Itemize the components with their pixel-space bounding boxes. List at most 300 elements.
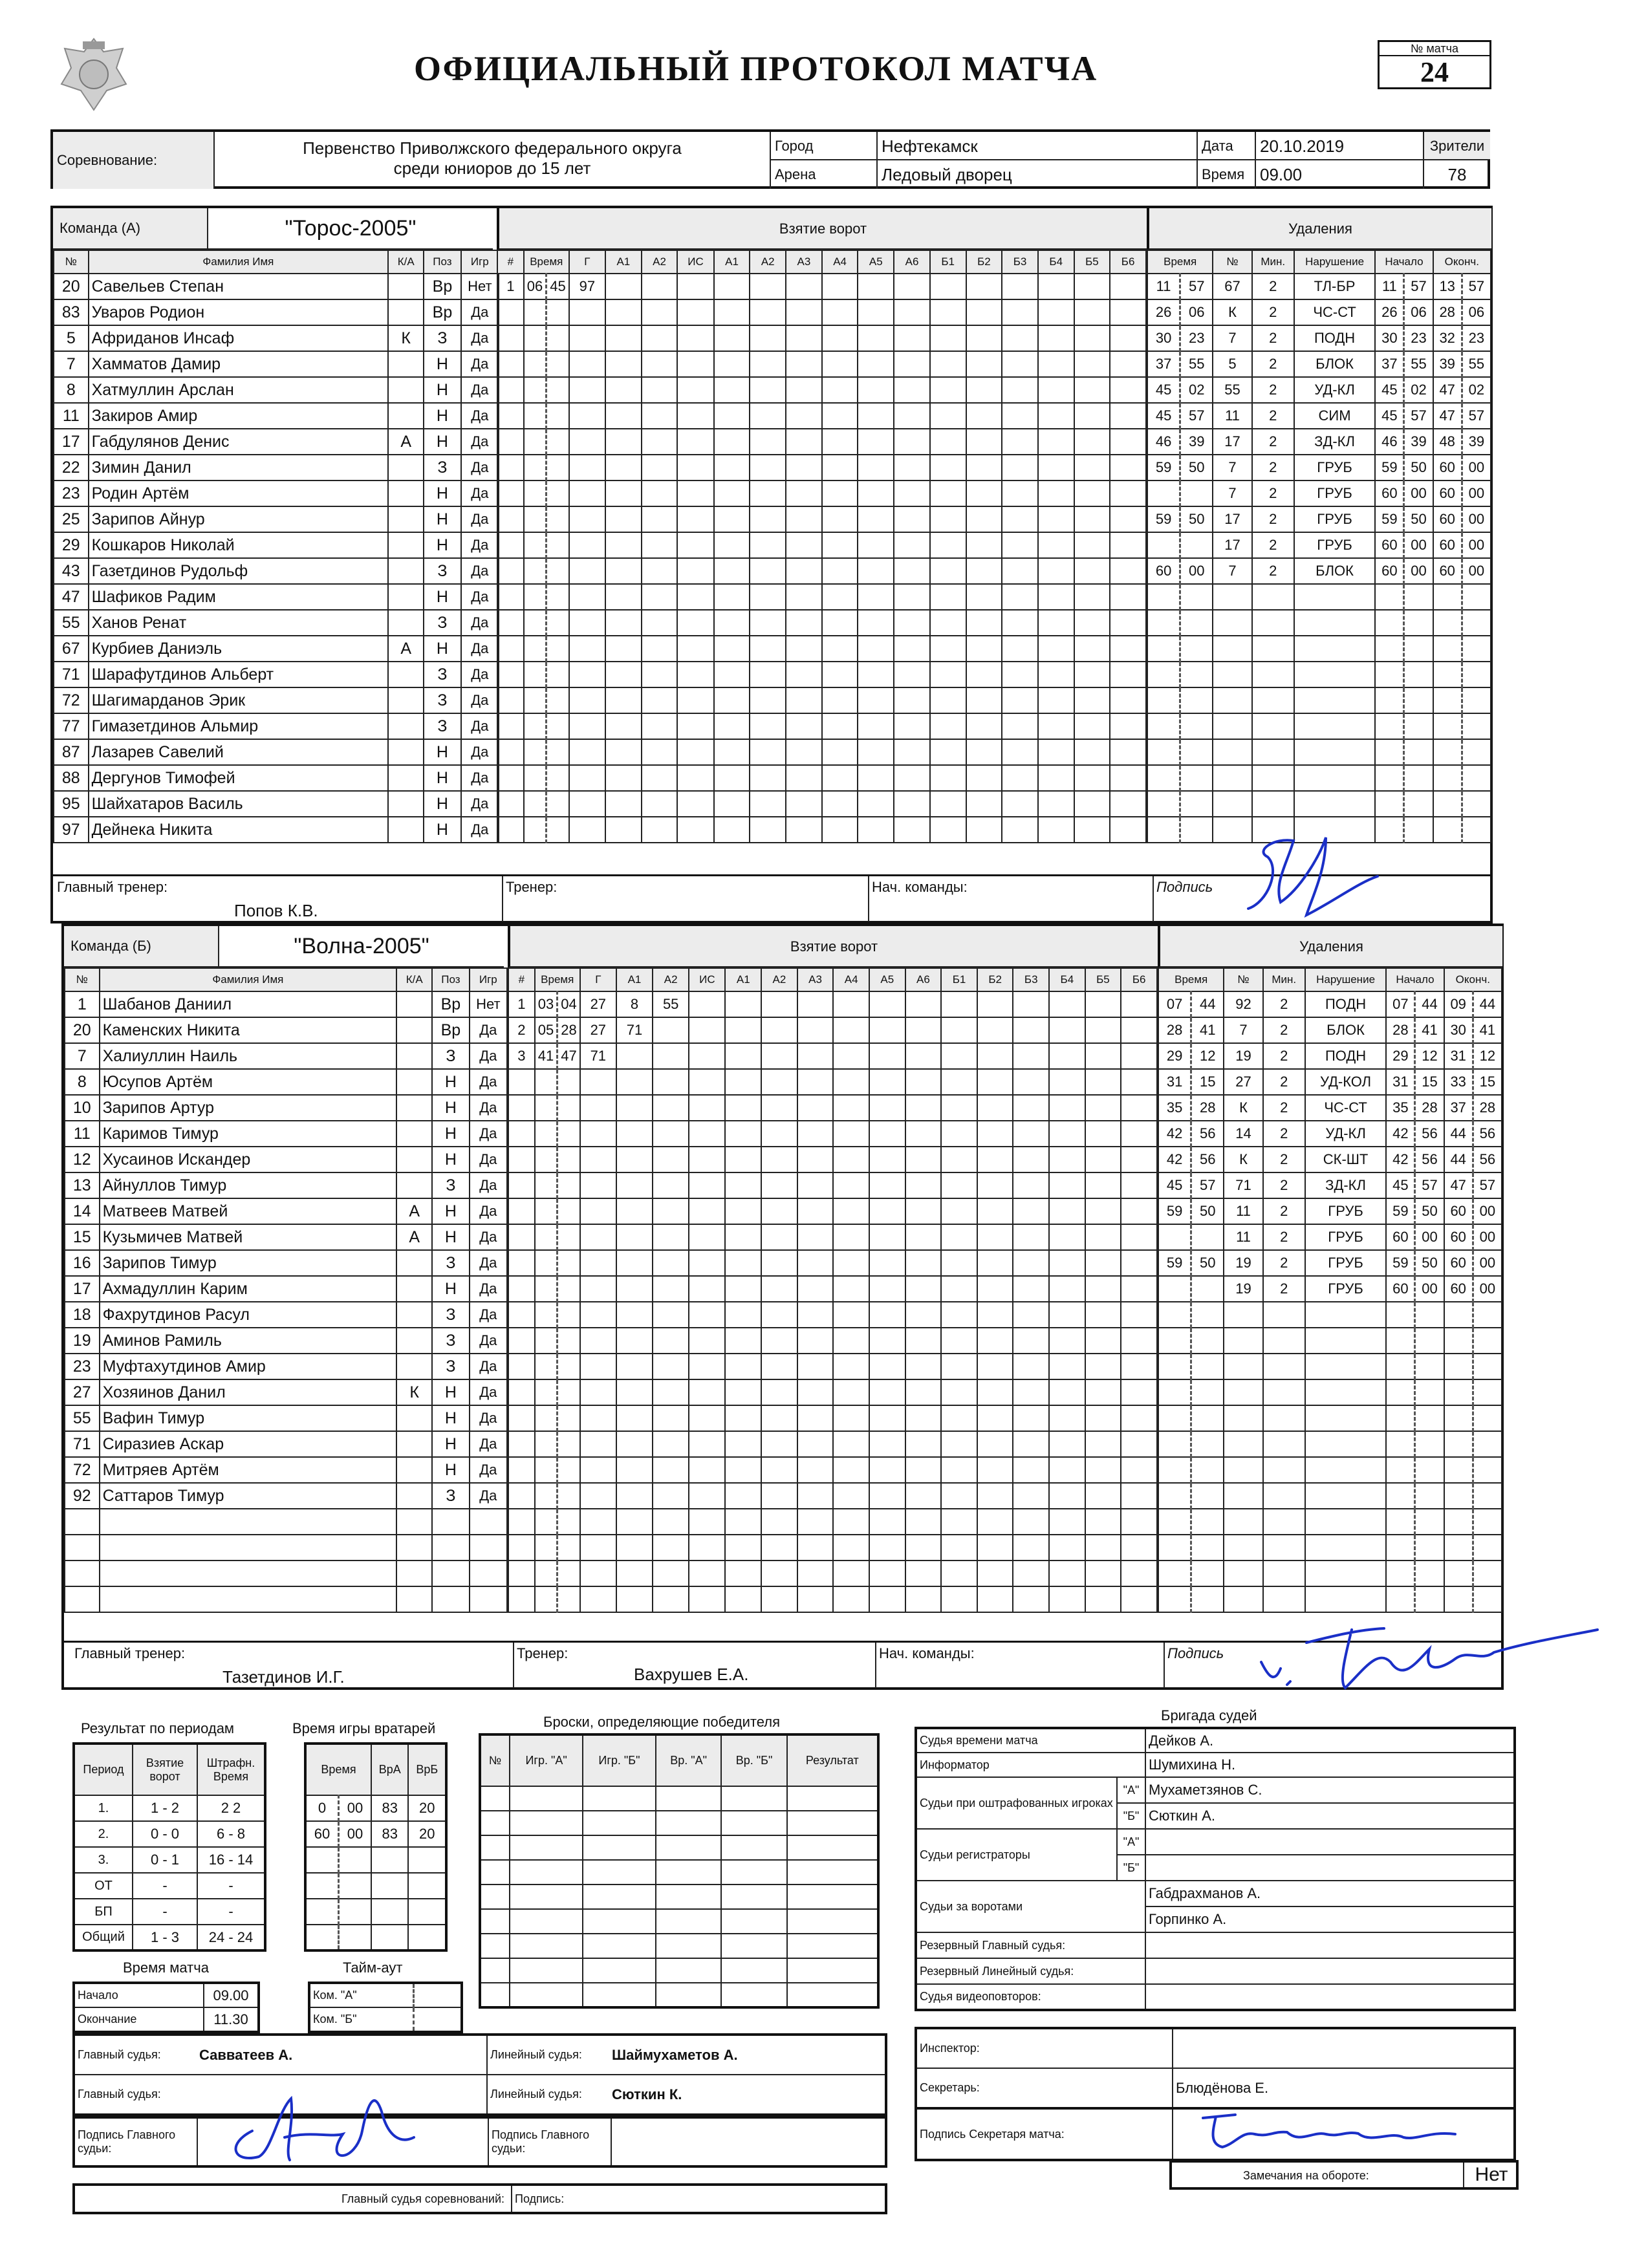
goal-onice-cell bbox=[966, 377, 1002, 403]
player-role bbox=[388, 791, 424, 817]
pen-col-time: Время bbox=[1147, 250, 1213, 274]
player-number: 19 bbox=[65, 1328, 100, 1354]
player-played: Да bbox=[470, 1354, 507, 1379]
goal-onice-cell bbox=[797, 1121, 834, 1147]
goal-situation bbox=[677, 636, 713, 662]
goal-onice-cell bbox=[1110, 299, 1146, 325]
goal-number bbox=[497, 299, 524, 325]
goal-onice-cell bbox=[869, 1509, 905, 1535]
goal-onice-cell bbox=[1085, 1121, 1121, 1147]
goal-onice-cell bbox=[725, 1043, 761, 1069]
col-pos: Поз bbox=[424, 250, 460, 274]
pen-minute: 35 bbox=[1158, 1095, 1191, 1121]
player-row bbox=[65, 991, 507, 1017]
player-name: Фахрутдинов Расул bbox=[100, 1302, 397, 1328]
goal-situation bbox=[677, 558, 713, 584]
goal-onice-cell bbox=[1110, 325, 1146, 351]
timeout-b-label: Ком. "Б" bbox=[309, 2007, 414, 2032]
player-name: Юсупов Артём bbox=[100, 1069, 397, 1095]
pen-second: 50 bbox=[1180, 455, 1213, 481]
penalty-row bbox=[1158, 1535, 1502, 1561]
pen-end-second: 56 bbox=[1473, 1147, 1502, 1172]
player-number: 15 bbox=[65, 1224, 100, 1250]
goal-onice-cell bbox=[833, 991, 869, 1017]
goal-onice-cell bbox=[941, 1147, 977, 1172]
goal-onice-cell bbox=[761, 1586, 797, 1612]
goal-row bbox=[508, 1043, 1157, 1069]
goal-onice-cell bbox=[966, 403, 1002, 429]
goal-onice-cell bbox=[905, 1509, 942, 1535]
goal-onice-cell bbox=[797, 1224, 834, 1250]
goal-assist-1 bbox=[616, 1561, 653, 1586]
player-name: Аминов Рамиль bbox=[100, 1328, 397, 1354]
goal-onice-cell bbox=[941, 1405, 977, 1431]
goal-onice-cell bbox=[966, 299, 1002, 325]
goal-situation bbox=[689, 1250, 725, 1276]
pen-second bbox=[1191, 1302, 1224, 1328]
pen-minute bbox=[1158, 1302, 1191, 1328]
player-number bbox=[65, 1509, 100, 1535]
pen-minutes bbox=[1263, 1586, 1305, 1612]
goal-col-time: Время bbox=[524, 250, 569, 274]
goal-scorer bbox=[580, 1586, 616, 1612]
player-position: Н bbox=[432, 1121, 469, 1147]
goal-onice-cell bbox=[761, 1147, 797, 1172]
goal-onice-cell bbox=[1002, 274, 1038, 299]
player-row bbox=[65, 1561, 507, 1586]
goal-second bbox=[547, 636, 569, 662]
pen-end-minute: 60 bbox=[1433, 532, 1462, 558]
goal-row bbox=[508, 1121, 1157, 1147]
goal-number bbox=[497, 481, 524, 506]
goal-onice-cell bbox=[714, 765, 750, 791]
goal-onice-cell bbox=[1121, 1224, 1157, 1250]
pen-start-minute bbox=[1386, 1457, 1415, 1483]
goal-scorer bbox=[580, 1483, 616, 1509]
goal-second bbox=[558, 1586, 580, 1612]
pen-col-time: Время bbox=[1158, 968, 1224, 991]
pen-start-minute bbox=[1375, 662, 1404, 687]
goal-second bbox=[558, 1172, 580, 1198]
goal-onice-cell bbox=[833, 1017, 869, 1043]
pen-minutes: 2 bbox=[1263, 1224, 1305, 1250]
pen-violation bbox=[1305, 1302, 1386, 1328]
goal-onice-cell bbox=[1038, 299, 1074, 325]
player-played: Да bbox=[470, 1147, 507, 1172]
goal-row bbox=[497, 558, 1146, 584]
shootout-row bbox=[480, 1983, 878, 2007]
goal-onice-cell bbox=[1049, 1354, 1085, 1379]
goal-onice-cell bbox=[761, 1302, 797, 1328]
player-role bbox=[396, 1586, 432, 1612]
goal-onice-cell bbox=[941, 1172, 977, 1198]
goal-assist-2 bbox=[642, 610, 678, 636]
goal-onice-cell bbox=[1013, 1224, 1049, 1250]
player-role bbox=[388, 687, 424, 713]
pen-minutes bbox=[1252, 584, 1294, 610]
goal-onice-cell bbox=[822, 636, 858, 662]
goalie-second bbox=[339, 1925, 372, 1950]
goal-col-g: Г bbox=[580, 968, 616, 991]
goal-onice-cell bbox=[894, 429, 930, 455]
col-ka: К/А bbox=[388, 250, 424, 274]
goal-onice-cell bbox=[1049, 1017, 1085, 1043]
goal-second bbox=[547, 558, 569, 584]
goalie-a bbox=[371, 1847, 408, 1873]
pen-second: 15 bbox=[1191, 1069, 1224, 1095]
pen-player: 55 bbox=[1213, 377, 1251, 403]
goal-onice-cell bbox=[1002, 558, 1038, 584]
goal-onice-cell bbox=[1002, 765, 1038, 791]
goal-onice-cell bbox=[1049, 1431, 1085, 1457]
pen-end-second bbox=[1462, 636, 1491, 662]
goal-second bbox=[558, 1121, 580, 1147]
goal-minute: 03 bbox=[535, 991, 558, 1017]
pen-col-min: Мин. bbox=[1252, 250, 1294, 274]
goal-assist-1 bbox=[605, 636, 642, 662]
penalty-row bbox=[1147, 739, 1491, 765]
player-played: Да bbox=[470, 1198, 507, 1224]
goal-number bbox=[497, 584, 524, 610]
pen-second bbox=[1191, 1354, 1224, 1379]
pen-minutes: 2 bbox=[1263, 1069, 1305, 1095]
goal-onice-cell bbox=[1085, 1276, 1121, 1302]
goal-number bbox=[508, 1431, 535, 1457]
pen-second: 56 bbox=[1191, 1147, 1224, 1172]
goal-number bbox=[497, 351, 524, 377]
goal-situation bbox=[689, 1431, 725, 1457]
pen-start-second: 41 bbox=[1415, 1017, 1444, 1043]
goal-onice-cell bbox=[833, 1069, 869, 1095]
goal-onice-cell bbox=[858, 274, 894, 299]
goal-onice-cell bbox=[930, 662, 966, 687]
goal-scorer bbox=[580, 1250, 616, 1276]
player-number: 27 bbox=[65, 1379, 100, 1405]
goal-situation bbox=[689, 1095, 725, 1121]
player-number: 5 bbox=[54, 325, 89, 351]
goal-onice-cell bbox=[786, 739, 822, 765]
goal-onice-cell bbox=[905, 1250, 942, 1276]
player-name: Дергунов Тимофей bbox=[89, 765, 389, 791]
player-position: Н bbox=[432, 1276, 469, 1302]
goal-onice-cell bbox=[797, 1069, 834, 1095]
goal-onice-cell bbox=[869, 991, 905, 1017]
goal-onice-cell bbox=[977, 1354, 1013, 1379]
shootout-cell bbox=[656, 1983, 722, 2007]
goal-onice-cell bbox=[930, 610, 966, 636]
goal-col-onice: А1 bbox=[714, 250, 750, 274]
goal-number bbox=[508, 1379, 535, 1405]
goal-row bbox=[508, 1379, 1157, 1405]
goal-onice-cell bbox=[1074, 817, 1110, 843]
goal-judge-1: Габдрахманов А. bbox=[1145, 1881, 1515, 1906]
goal-onice-cell bbox=[1013, 1276, 1049, 1302]
shootout-cell bbox=[721, 1835, 786, 1860]
goal-row bbox=[497, 765, 1146, 791]
pen-second bbox=[1180, 739, 1213, 765]
pen-player bbox=[1213, 662, 1251, 687]
goal-onice-cell bbox=[833, 1354, 869, 1379]
goal-onice-cell bbox=[714, 636, 750, 662]
goal-assist-2 bbox=[653, 1121, 689, 1147]
goal-onice-cell bbox=[1074, 532, 1110, 558]
shootout-cell bbox=[721, 1983, 786, 2007]
pen-minute: 59 bbox=[1147, 455, 1180, 481]
goal-assist-2 bbox=[642, 662, 678, 687]
goal-col-onice: Б2 bbox=[966, 250, 1002, 274]
player-name: Кошкаров Николай bbox=[89, 532, 389, 558]
pen-second bbox=[1191, 1561, 1224, 1586]
goal-onice-cell bbox=[1049, 1302, 1085, 1328]
pen-violation: ГРУБ bbox=[1305, 1224, 1386, 1250]
goal-onice-cell bbox=[869, 1198, 905, 1224]
goal-scorer bbox=[580, 1405, 616, 1431]
player-name: Сиразиев Аскар bbox=[100, 1431, 397, 1457]
goal-onice-cell bbox=[894, 532, 930, 558]
shootout-cell bbox=[480, 1958, 510, 1983]
player-name: Савельев Степан bbox=[89, 274, 389, 299]
pen-start-second bbox=[1404, 636, 1433, 662]
pen-col-end: Оконч. bbox=[1433, 250, 1491, 274]
pen-minutes: 2 bbox=[1263, 1043, 1305, 1069]
goal-situation bbox=[689, 1198, 725, 1224]
player-number: 7 bbox=[65, 1043, 100, 1069]
player-number: 8 bbox=[65, 1069, 100, 1095]
goal-second bbox=[547, 584, 569, 610]
goal-onice-cell bbox=[977, 1509, 1013, 1535]
pen-end-second: 56 bbox=[1473, 1121, 1502, 1147]
goal-minute: 41 bbox=[535, 1043, 558, 1069]
player-number: 88 bbox=[54, 765, 89, 791]
goal-onice-cell bbox=[797, 1535, 834, 1561]
shootout-cell bbox=[480, 1934, 510, 1958]
pen-end-minute: 60 bbox=[1444, 1224, 1473, 1250]
pen-start-minute: 31 bbox=[1386, 1069, 1415, 1095]
goal-onice-cell bbox=[894, 274, 930, 299]
goal-situation bbox=[677, 351, 713, 377]
pen-start-minute: 42 bbox=[1386, 1147, 1415, 1172]
player-row bbox=[54, 791, 499, 817]
goal-onice-cell bbox=[761, 1069, 797, 1095]
goal-scorer bbox=[569, 325, 605, 351]
goalie-second bbox=[339, 1873, 372, 1899]
pen-end-second: 02 bbox=[1462, 377, 1491, 403]
periods-h-period: Период bbox=[74, 1744, 133, 1795]
penalty-row bbox=[1158, 1276, 1502, 1302]
pen-player bbox=[1213, 687, 1251, 713]
goal-scorer bbox=[580, 1198, 616, 1224]
period-name: Общий bbox=[74, 1925, 133, 1950]
player-name: Зарипов Айнур bbox=[89, 506, 389, 532]
pen-second: 23 bbox=[1180, 325, 1213, 351]
pen-start-second: 50 bbox=[1404, 455, 1433, 481]
goal-onice-cell bbox=[1121, 1147, 1157, 1172]
timekeeper: Дейков А. bbox=[1145, 1728, 1515, 1753]
player-played: Нет bbox=[470, 991, 507, 1017]
player-role bbox=[396, 1095, 432, 1121]
video-judge-label: Судья видеоповторов: bbox=[916, 1984, 1145, 2010]
pen-end-second: 23 bbox=[1462, 325, 1491, 351]
shootout-cell bbox=[510, 1786, 583, 1811]
team-b-chief-label: Нач. команды: bbox=[875, 1643, 1147, 1688]
goal-onice-cell bbox=[977, 1457, 1013, 1483]
goal-assist-1 bbox=[616, 1250, 653, 1276]
shootout-cell bbox=[583, 1983, 656, 2007]
pen-player: 11 bbox=[1224, 1198, 1262, 1224]
goal-onice-cell bbox=[1074, 325, 1110, 351]
player-played: Да bbox=[461, 299, 499, 325]
player-row bbox=[54, 325, 499, 351]
goal-onice-cell bbox=[1049, 1457, 1085, 1483]
goal-number bbox=[497, 377, 524, 403]
pen-end-second: 57 bbox=[1462, 274, 1491, 299]
period-name: БП bbox=[74, 1899, 133, 1925]
period-goals: - bbox=[133, 1899, 197, 1925]
pen-player: 17 bbox=[1213, 506, 1251, 532]
goal-onice-cell bbox=[725, 1405, 761, 1431]
penalty-row bbox=[1158, 1457, 1502, 1483]
goal-onice-cell bbox=[977, 1147, 1013, 1172]
pen-second: 56 bbox=[1191, 1121, 1224, 1147]
period-goals: 1 - 2 bbox=[133, 1795, 197, 1821]
shootout-col: Вр. "Б" bbox=[721, 1734, 786, 1786]
player-position: З bbox=[432, 1354, 469, 1379]
goal-number bbox=[497, 687, 524, 713]
goal-assist-1 bbox=[616, 1198, 653, 1224]
pen-minutes bbox=[1263, 1354, 1305, 1379]
period-row bbox=[74, 1925, 265, 1950]
goal-second bbox=[558, 1379, 580, 1405]
goal-col-onice: Б6 bbox=[1110, 250, 1146, 274]
brigade-title: Бригада судей bbox=[1161, 1707, 1257, 1723]
team-b-header bbox=[64, 926, 504, 967]
goal-minute bbox=[524, 739, 547, 765]
pen-minutes bbox=[1252, 662, 1294, 687]
goal-second bbox=[547, 325, 569, 351]
team-a-head-coach: Попов К.В. bbox=[234, 901, 318, 920]
goal-second bbox=[558, 1224, 580, 1250]
goal-onice-cell bbox=[797, 1483, 834, 1509]
player-played: Да bbox=[461, 403, 499, 429]
player-row bbox=[54, 584, 499, 610]
shootout-cell bbox=[721, 1786, 786, 1811]
goalies-h-time: Время bbox=[305, 1744, 371, 1795]
player-role bbox=[388, 351, 424, 377]
goal-onice-cell bbox=[869, 1431, 905, 1457]
goal-onice-cell bbox=[761, 1535, 797, 1561]
goal-onice-cell bbox=[858, 687, 894, 713]
secretary-label: Секретарь: bbox=[916, 2068, 1173, 2108]
penalty-row bbox=[1158, 1431, 1502, 1457]
goal-onice-cell bbox=[1013, 1328, 1049, 1354]
goal-onice-cell bbox=[750, 299, 786, 325]
pen-violation bbox=[1305, 1457, 1386, 1483]
team-a-penalties bbox=[1147, 250, 1491, 843]
pen-end-minute: 37 bbox=[1444, 1095, 1473, 1121]
goal-assist-2 bbox=[642, 351, 678, 377]
pen-end-second: 00 bbox=[1473, 1250, 1502, 1276]
player-position: Вр bbox=[424, 274, 460, 299]
player-name bbox=[100, 1509, 397, 1535]
player-number: 23 bbox=[65, 1354, 100, 1379]
pen-player bbox=[1224, 1379, 1262, 1405]
goal-situation bbox=[677, 817, 713, 843]
goal-onice-cell bbox=[761, 1405, 797, 1431]
player-number: 71 bbox=[65, 1431, 100, 1457]
pen-minute: 31 bbox=[1158, 1069, 1191, 1095]
player-position: Н bbox=[424, 532, 460, 558]
chief-competition-table bbox=[72, 2183, 887, 2214]
pen-end-minute bbox=[1433, 610, 1462, 636]
player-position: З bbox=[432, 1043, 469, 1069]
player-number bbox=[65, 1561, 100, 1586]
player-name: Халиуллин Наиль bbox=[100, 1043, 397, 1069]
goal-situation bbox=[689, 1069, 725, 1095]
goal-situation bbox=[677, 739, 713, 765]
shootout-cell bbox=[510, 1885, 583, 1909]
shootout-cell bbox=[721, 1958, 786, 1983]
goal-onice-cell bbox=[797, 1586, 834, 1612]
pen-start-second bbox=[1404, 584, 1433, 610]
goal-onice-cell bbox=[858, 403, 894, 429]
goal-onice-cell bbox=[797, 1457, 834, 1483]
pen-violation: ЧС-СТ bbox=[1305, 1095, 1386, 1121]
pen-violation: ПОДН bbox=[1305, 991, 1386, 1017]
goal-second bbox=[547, 713, 569, 739]
goal-col-onice: А4 bbox=[833, 968, 869, 991]
goal-col-onice: А6 bbox=[894, 250, 930, 274]
player-number: 29 bbox=[54, 532, 89, 558]
goal-number bbox=[508, 1483, 535, 1509]
goal-minute bbox=[535, 1561, 558, 1586]
goal-onice-cell bbox=[930, 791, 966, 817]
line-ref-label-1: Линейный судья: bbox=[487, 2035, 609, 2075]
pen-minutes: 2 bbox=[1252, 351, 1294, 377]
pen-minute: 59 bbox=[1158, 1198, 1191, 1224]
goal-assist-2 bbox=[642, 403, 678, 429]
pen-second bbox=[1191, 1405, 1224, 1431]
pen-second bbox=[1180, 817, 1213, 843]
pen-start-minute: 59 bbox=[1375, 455, 1404, 481]
pen-end-minute bbox=[1433, 687, 1462, 713]
pen-minute: 07 bbox=[1158, 991, 1191, 1017]
goalie-second: 00 bbox=[339, 1821, 372, 1847]
match-number: 24 bbox=[1420, 56, 1449, 88]
brigade-table bbox=[915, 1727, 1516, 2011]
goal-onice-cell bbox=[1110, 274, 1146, 299]
player-played: Да bbox=[461, 584, 499, 610]
pen-minutes bbox=[1263, 1405, 1305, 1431]
pen-minute bbox=[1147, 662, 1180, 687]
pen-start-second: 39 bbox=[1404, 429, 1433, 455]
goal-scorer bbox=[569, 481, 605, 506]
goal-onice-cell bbox=[930, 455, 966, 481]
penalty-row bbox=[1147, 481, 1491, 506]
goal-scorer bbox=[580, 1431, 616, 1457]
pen-end-minute: 33 bbox=[1444, 1069, 1473, 1095]
player-role bbox=[396, 1509, 432, 1535]
player-role bbox=[396, 1431, 432, 1457]
pen-start-second bbox=[1404, 713, 1433, 739]
goal-number bbox=[508, 1405, 535, 1431]
player-number: 20 bbox=[54, 274, 89, 299]
shootout-cell bbox=[583, 1786, 656, 1811]
spectators-label: Зрители bbox=[1424, 132, 1490, 160]
penalty-row bbox=[1158, 1043, 1502, 1069]
goal-onice-cell bbox=[1038, 403, 1074, 429]
goal-onice-cell bbox=[797, 1172, 834, 1198]
pen-minutes bbox=[1263, 1431, 1305, 1457]
